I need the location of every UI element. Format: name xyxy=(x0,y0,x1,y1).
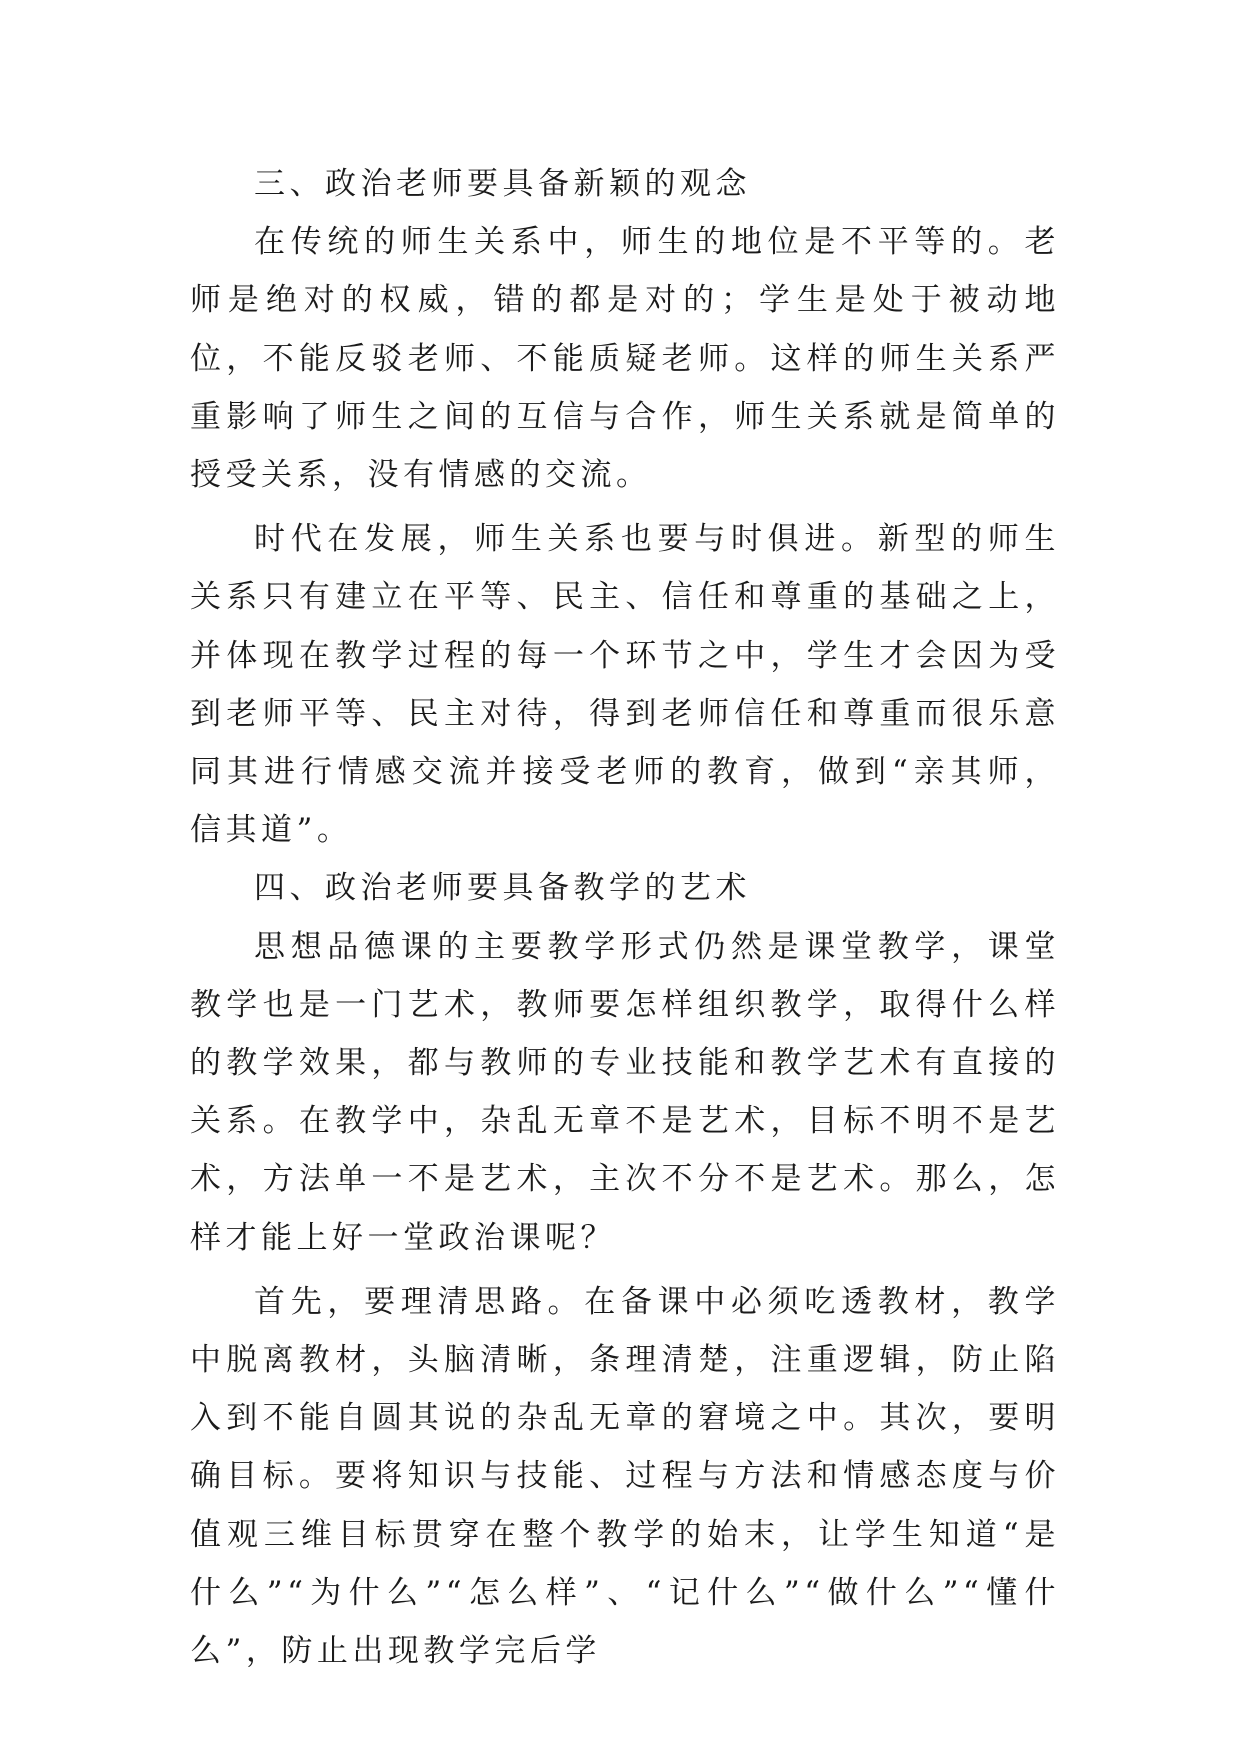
paragraph: 思想品德课的主要教学形式仍然是课堂教学，课堂教学也是一门艺术，教师要怎样组织教学，取得什么样的教学效果，都与教师的专业技能和教学艺术有直接的关系。在教学中，杂乱无章不是艺术，目标不明不是艺术，方法单一不是艺术，主次不分不是艺术。那么，怎样才能上好一堂政治课呢？ xyxy=(190,928,1060,1256)
paragraph: 在传统的师生关系中，师生的地位是不平等的。老师是绝对的权威，错的都是对的；学生是处于被动地位，不能反驳老师、不能质疑老师。这样的师生关系严重影响了师生之间的互信与合作，师生关系就是简单的授受关系，没有情感的交流。 xyxy=(190,224,1060,494)
section-heading-3: 三、政治老师要具备新颖的观念 xyxy=(254,166,751,202)
section-heading-4: 四、政治老师要具备教学的艺术 xyxy=(254,870,751,907)
document-body xyxy=(190,155,1060,1680)
paragraph: 首先，要理清思路。在备课中必须吃透教材，教学中脱离教材，头脑清晰，条理清楚，注重逻辑，防止陷入到不能自圆其说的杂乱无章的窘境之中。其次，要明确目标。要将知识与技能、过程与方法和情感态度与价值观三维目标贯穿在整个教学的始末，让学生知道“是什么”“为什么”“怎么样”、“记什么”“做什么”“懂什么”，防止出现教学完后学 xyxy=(190,1283,1060,1670)
paragraph: 时代在发展，师生关系也要与时俱进。新型的师生关系只有建立在平等、民主、信任和尊重的基础之上，并体现在教学过程的每一个环节之中，学生才会因为受到老师平等、民主对待，得到老师信任和尊重而很乐意同其进行情感交流并接受老师的教育，做到“亲其师，信其道”。 xyxy=(190,521,1060,849)
